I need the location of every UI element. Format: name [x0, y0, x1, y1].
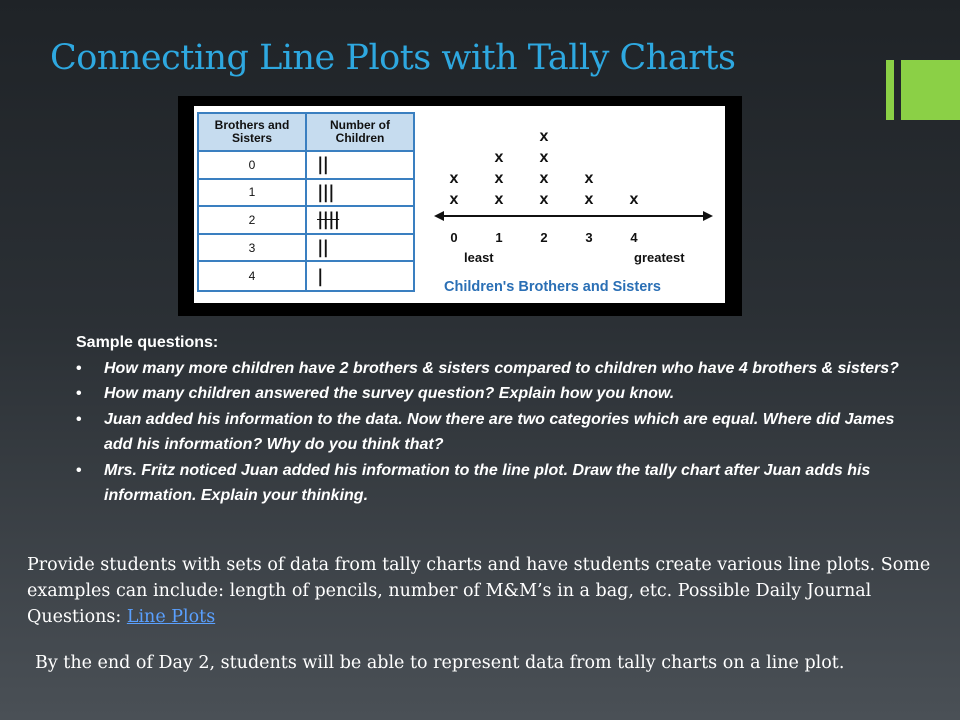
sample-questions: [76, 330, 916, 509]
line-plots-link[interactable]: Line Plots: [126, 607, 216, 627]
plot-mark-x: x: [494, 191, 504, 208]
plot-tick-label: 0: [450, 230, 458, 245]
table-cell-tally: |: [317, 265, 323, 287]
plot-mark-x: x: [539, 170, 549, 187]
plot-mark-x: x: [494, 149, 504, 166]
plot-mark-x: x: [539, 149, 549, 166]
figure-frame: [178, 96, 742, 316]
plot-mark-x: x: [539, 128, 549, 145]
paragraph-objective: By the end of Day 2, students will be able to represent data from tally charts on a line plot.: [35, 653, 845, 673]
table-cell-value: 1: [199, 180, 307, 208]
table-cell-tally: ||: [307, 152, 413, 180]
table-cell-tally: [307, 207, 413, 235]
plot-tick-labels: [450, 230, 638, 245]
questions-list: [76, 356, 916, 509]
table-header-brothers: Brothers and Sisters: [199, 114, 307, 152]
plot-mark-x: x: [449, 191, 459, 208]
arrow-right-icon: [703, 211, 713, 221]
plot-mark-x: x: [449, 170, 459, 187]
plot-mark-x: x: [539, 191, 549, 208]
question-item: • Mrs. Fritz noticed Juan added his information to the line plot. Draw the tally chart after Juan adds his information. Explain your thinking.: [76, 458, 916, 509]
table-header-children: Number of Children: [307, 114, 413, 152]
plot-mark-x: x: [584, 170, 594, 187]
table-cell-value: 4: [199, 262, 307, 290]
plot-marks: [450, 128, 639, 208]
arrow-left-icon: [434, 211, 444, 221]
question-item: • How many more children have 2 brothers & sisters compared to children who have 4 brothers & sisters?: [76, 356, 916, 382]
slide-title: Connecting Line Plots with Tally Charts: [50, 38, 736, 78]
accent-bar-thin: [886, 60, 894, 120]
table-cell-tally: ||: [307, 235, 413, 263]
greatest-label: greatest: [634, 250, 685, 265]
table-cell-tally: |||: [307, 180, 413, 208]
tally-bundle-five: ||||: [317, 209, 340, 231]
least-label: least: [464, 250, 494, 265]
plot-caption: Children's Brothers and Sisters: [444, 279, 661, 295]
table-cell-value: 0: [199, 152, 307, 180]
tally-table: [197, 112, 415, 292]
paragraph-examples-text: Provide students with sets of data from tally charts and have students create various line plots. Some examples can include: length of pencils, number of M&M’s in a bag, etc. Possible Daily Journal Questions:: [27, 555, 931, 627]
line-plot: [424, 106, 725, 303]
question-item: • How many children answered the survey question? Explain how you know.: [76, 381, 916, 407]
paragraph-examples: [27, 552, 942, 630]
questions-heading: Sample questions:: [76, 334, 219, 351]
figure-image: [194, 106, 725, 303]
plot-tick-label: 3: [585, 230, 593, 245]
plot-tick-label: 2: [540, 230, 548, 245]
plot-mark-x: x: [494, 170, 504, 187]
accent-bar-thick: [901, 60, 960, 120]
plot-mark-x: x: [584, 191, 594, 208]
plot-tick-label: 1: [495, 230, 503, 245]
plot-mark-x: x: [629, 191, 639, 208]
question-item: • Juan added his information to the data. Now there are two categories which are equal. Where did James add his information? Why do you think that?: [76, 407, 916, 458]
table-cell-value: 2: [199, 207, 307, 235]
table-cell-value: 3: [199, 235, 307, 263]
plot-tick-label: 4: [630, 230, 638, 245]
